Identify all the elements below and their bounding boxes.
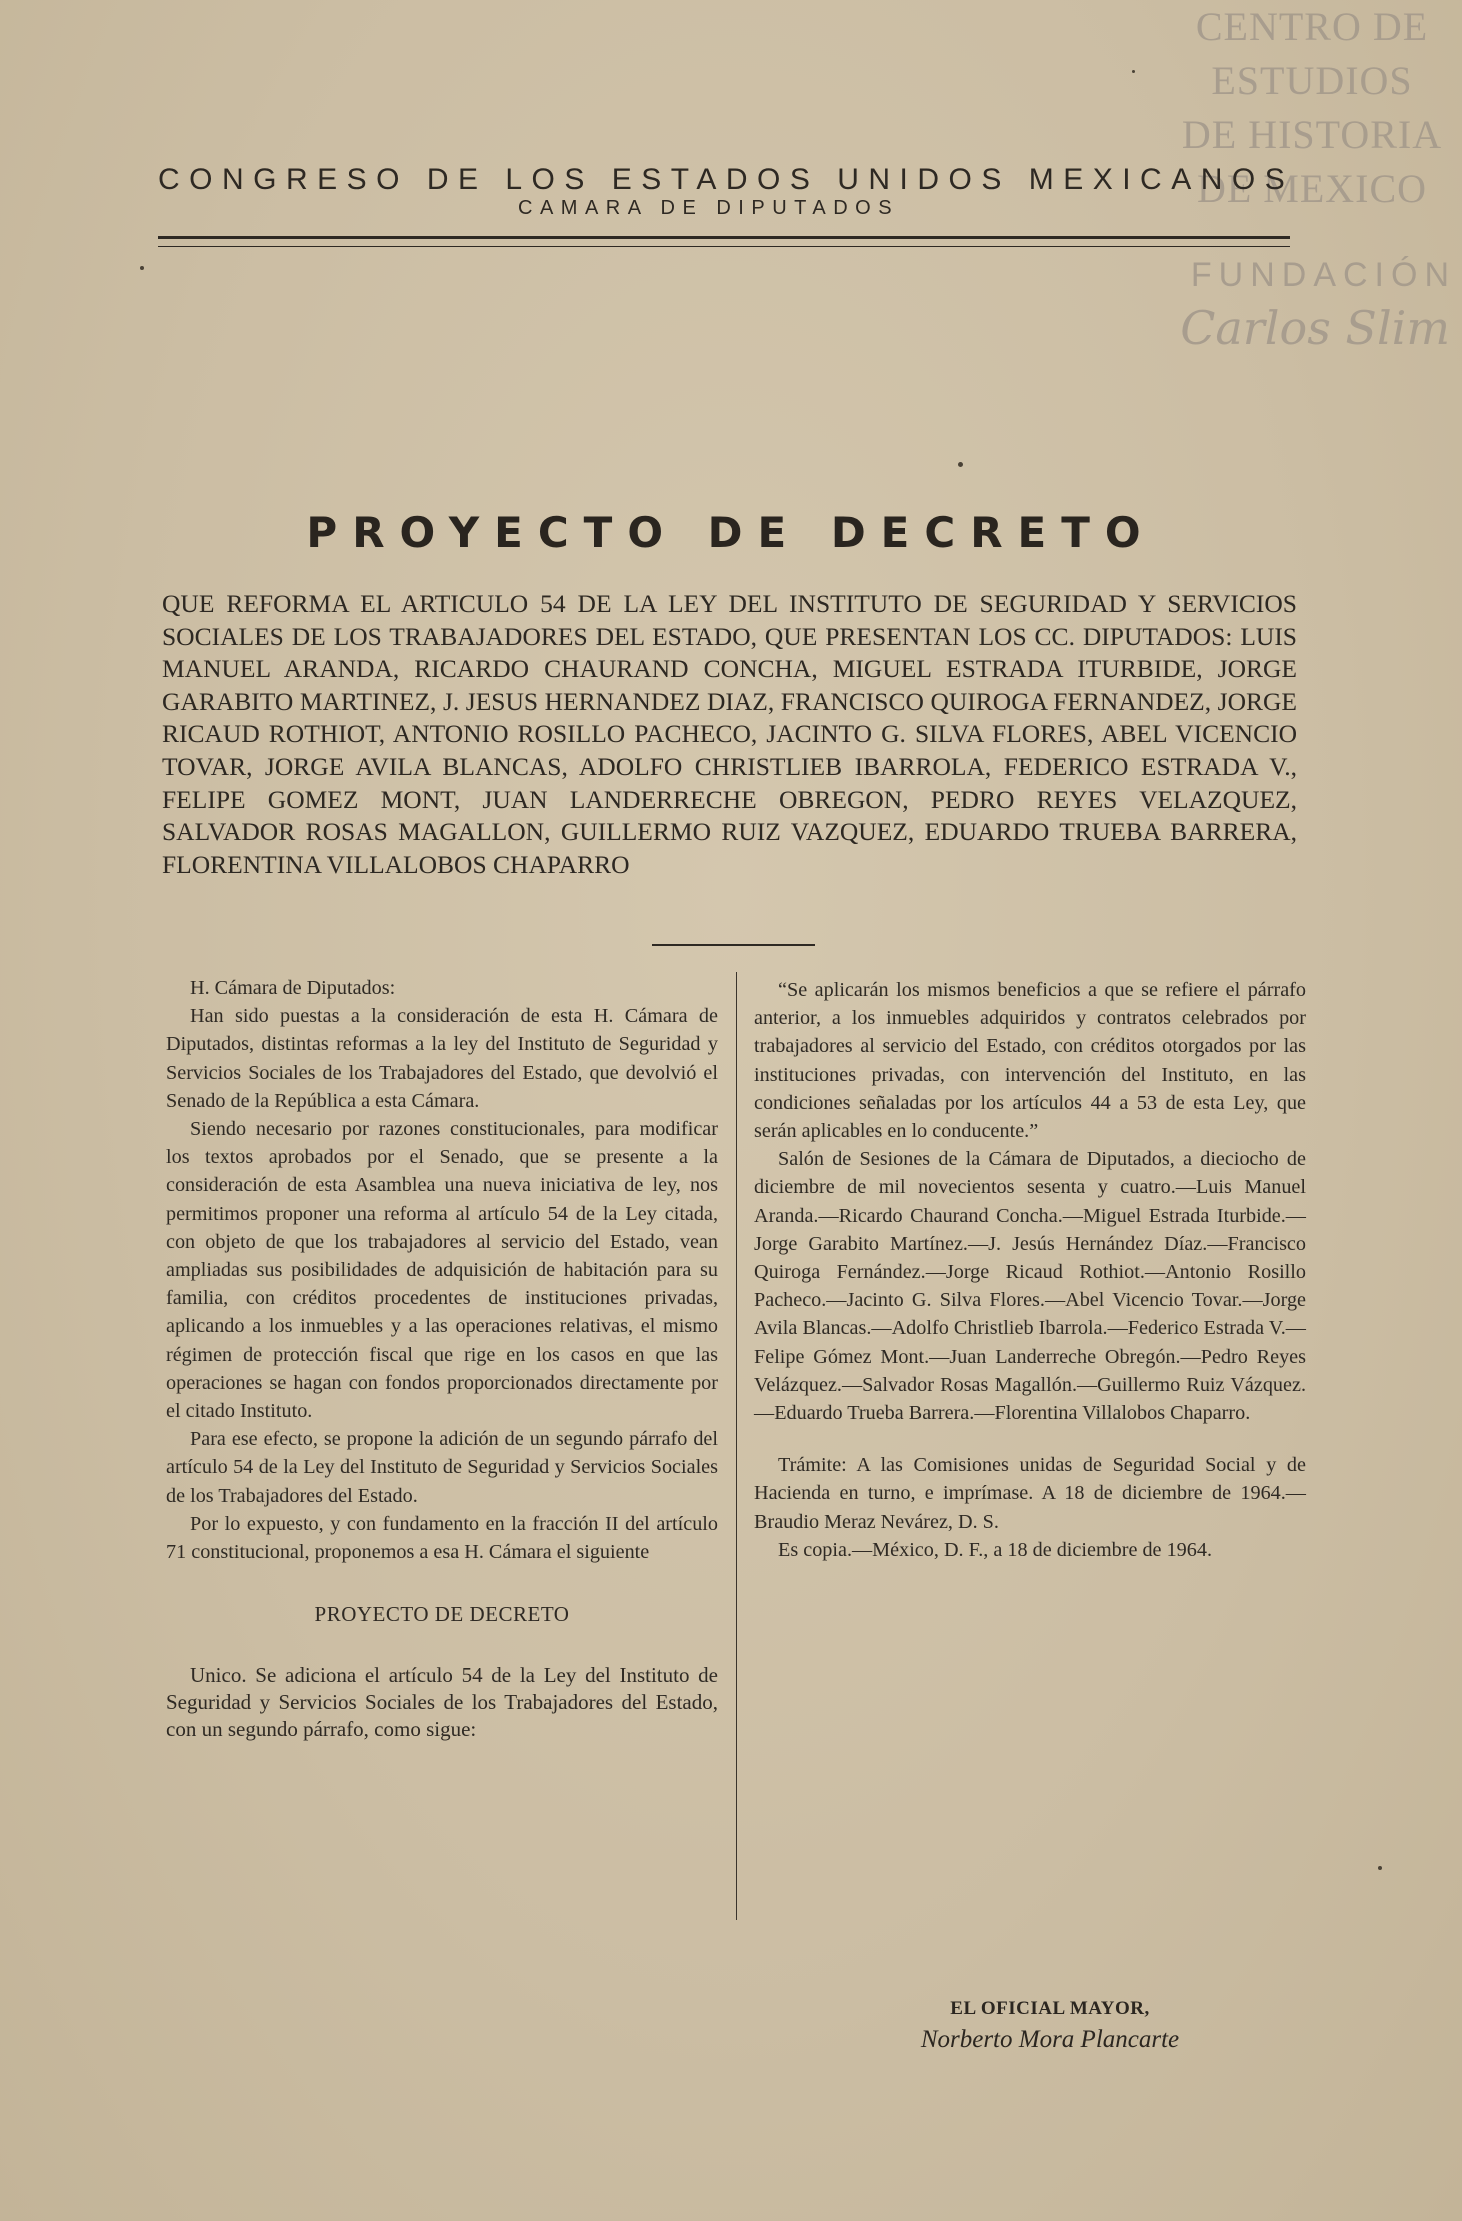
header-rule-thin <box>158 246 1290 247</box>
watermark-signature: Carlos Slim <box>1180 301 1450 355</box>
copy-paragraph: Es copia.—México, D. F., a 18 de diciembre de 1964. <box>778 1538 1212 1561</box>
signature-block <box>880 1998 1220 2054</box>
session-paragraph: Salón de Sesiones de la Cámara de Diputados, a dieciocho de diciembre de mil novecientos sesenta y cuatro.—Luis Manuel Aranda.—Ricardo Chaurand Concha.—Miguel Estrada Iturbide.—Jorge Garabito Martínez.—J. Jesús Hernández Díaz.—Francisco Quiroga Fernández.—Jorge Ricaud Rothiot.—Antonio Rosillo Pacheco.—Jacinto G. Silva Flores.—Abel Vicencio Tovar.—Jorge Avila Blancas.—Adolfo Christlieb Ibarrola.—Federico Estrada V.—Felipe Gómez Mont.—Juan Landerreche Obregón.—Pedro Reyes Velázquez.—Salvador Rosas Magallón.—Guillermo Ruiz Vázquez.—Eduardo Trueba Barrera.—Florentina Villalobos Chaparro. <box>754 1148 1306 1425</box>
chamber-name: CAMARA DE DIPUTADOS <box>518 197 900 219</box>
watermark-line-2: ESTUDIOS <box>1211 58 1413 103</box>
letterhead <box>158 163 1308 220</box>
column-divider <box>736 972 737 1920</box>
paragraph-3: Para ese efecto, se propone la adición de un segundo párrafo del artículo 54 de la Ley del Instituto de Seguridad y Servicios Sociales de los Trabajadores del Estado. <box>166 1428 718 1507</box>
left-column <box>166 974 718 1743</box>
paragraph-1: Han sido puestas a la consideración de esta H. Cámara de Diputados, distintas reformas a la ley del Instituto de Seguridad y Servicios Sociales de los Trabajadores del Estado, que devolvió el Senado de la República a esta Cámara. <box>166 1005 718 1112</box>
decree-heading: PROYECTO DE DECRETO <box>314 1602 570 1627</box>
watermark-line-1: CENTRO DE <box>1195 4 1429 49</box>
paper-speck <box>1378 1866 1382 1870</box>
watermark-line-4: DE MEXICO <box>1196 166 1428 211</box>
quoted-paragraph: “Se aplicarán los mismos beneficios a que se refiere el párrafo anterior, a los inmuebles adquiridos y contratos celebrados por trabajadores al servicio del Estado, con créditos otorgados por las instituciones privadas, con intervención del Instituto, en las condiciones señaladas por los artículos 44 a 53 de esta Ley, que serán aplicables en lo conducente.” <box>754 979 1306 1143</box>
right-column <box>754 976 1306 1564</box>
salutation: H. Cámara de Diputados: <box>190 977 396 999</box>
congress-name: CONGRESO DE LOS ESTADOS UNIDOS MEXICANOS <box>158 163 1295 196</box>
paragraph-2: Siendo necesario por razones constitucionales, para modificar los textos aprobados por el Senado, que se presente a la consideración de esta Asamblea una nueva iniciativa de ley, nos permitimos proponer una reforma al artículo 54 de la Ley citada, con objeto de que los trabajadores al servicio del Estado, vean ampliadas sus posibilidades de adquisición de habitación para su familia, con créditos procedentes de instituciones privadas, aplicando a los inmuebles y a las operaciones relativas, el mismo régimen de protección fiscal que rige en los casos en que las operaciones se hagan con fondos proporcionados directamente por el citado Instituto. <box>166 1118 718 1423</box>
paper-speck <box>958 462 963 467</box>
tramite-paragraph: Trámite: A las Comisiones unidas de Seguridad Social y de Hacienda en turno, e imprímase. A 18 de diciembre de 1964.—Braudio Meraz Nevárez, D. S. <box>754 1454 1306 1533</box>
paragraph-4: Por lo expuesto, y con fundamento en la fracción II del artículo 71 constitucional, proponemos a esa H. Cámara el siguiente <box>166 1512 718 1564</box>
decree-text: Unico. Se adiciona el artículo 54 de la Ley del Instituto de Seguridad y Servicios Sociales de los Trabajadores del Estado, con un segundo párrafo, como sigue: <box>166 1663 718 1742</box>
spacer <box>754 1427 1306 1451</box>
paper-speck <box>1132 70 1135 73</box>
signature-name: Norberto Mora Plancarte <box>920 2026 1180 2053</box>
header-rule-thick <box>158 236 1290 239</box>
title-divider <box>652 944 815 946</box>
document-title: PROYECTO DE DECRETO <box>306 508 1156 557</box>
watermark-line-3: DE HISTORIA <box>1181 112 1443 157</box>
signature-title: EL OFICIAL MAYOR, <box>950 1998 1150 2019</box>
watermark-foundation: FUNDACIÓN <box>1190 256 1456 294</box>
paper-speck <box>140 266 144 270</box>
document-subtitle: QUE REFORMA EL ARTICULO 54 DE LA LEY DEL INSTITUTO DE SEGURIDAD Y SERVICIOS SOCIALES DE LOS TRABAJADORES DEL ESTADO, QUE PRESENTAN LOS CC. DIPUTADOS: LUIS MANUEL ARANDA, RICARDO CHAURAND CONCHA, MIGUEL ESTRADA ITURBIDE, JORGE GARABITO MARTINEZ, J. JESUS HERNANDEZ DIAZ, FRANCISCO QUIROGA FERNANDEZ, JORGE RICAUD ROTHIOT, ANTONIO ROSILLO PACHECO, JACINTO G. SILVA FLORES, ABEL VICENCIO TOVAR, JORGE AVILA BLANCAS, ADOLFO CHRISTLIEB IBARROLA, FEDERICO ESTRADA V., FELIPE GOMEZ MONT, JUAN LANDERRECHE OBREGON, PEDRO REYES VELAZQUEZ, SALVADOR ROSAS MAGALLON, GUILLERMO RUIZ VAZQUEZ, EDUARDO TRUEBA BARRERA, FLORENTINA VILLALOBOS CHAPARRO <box>162 589 1297 879</box>
